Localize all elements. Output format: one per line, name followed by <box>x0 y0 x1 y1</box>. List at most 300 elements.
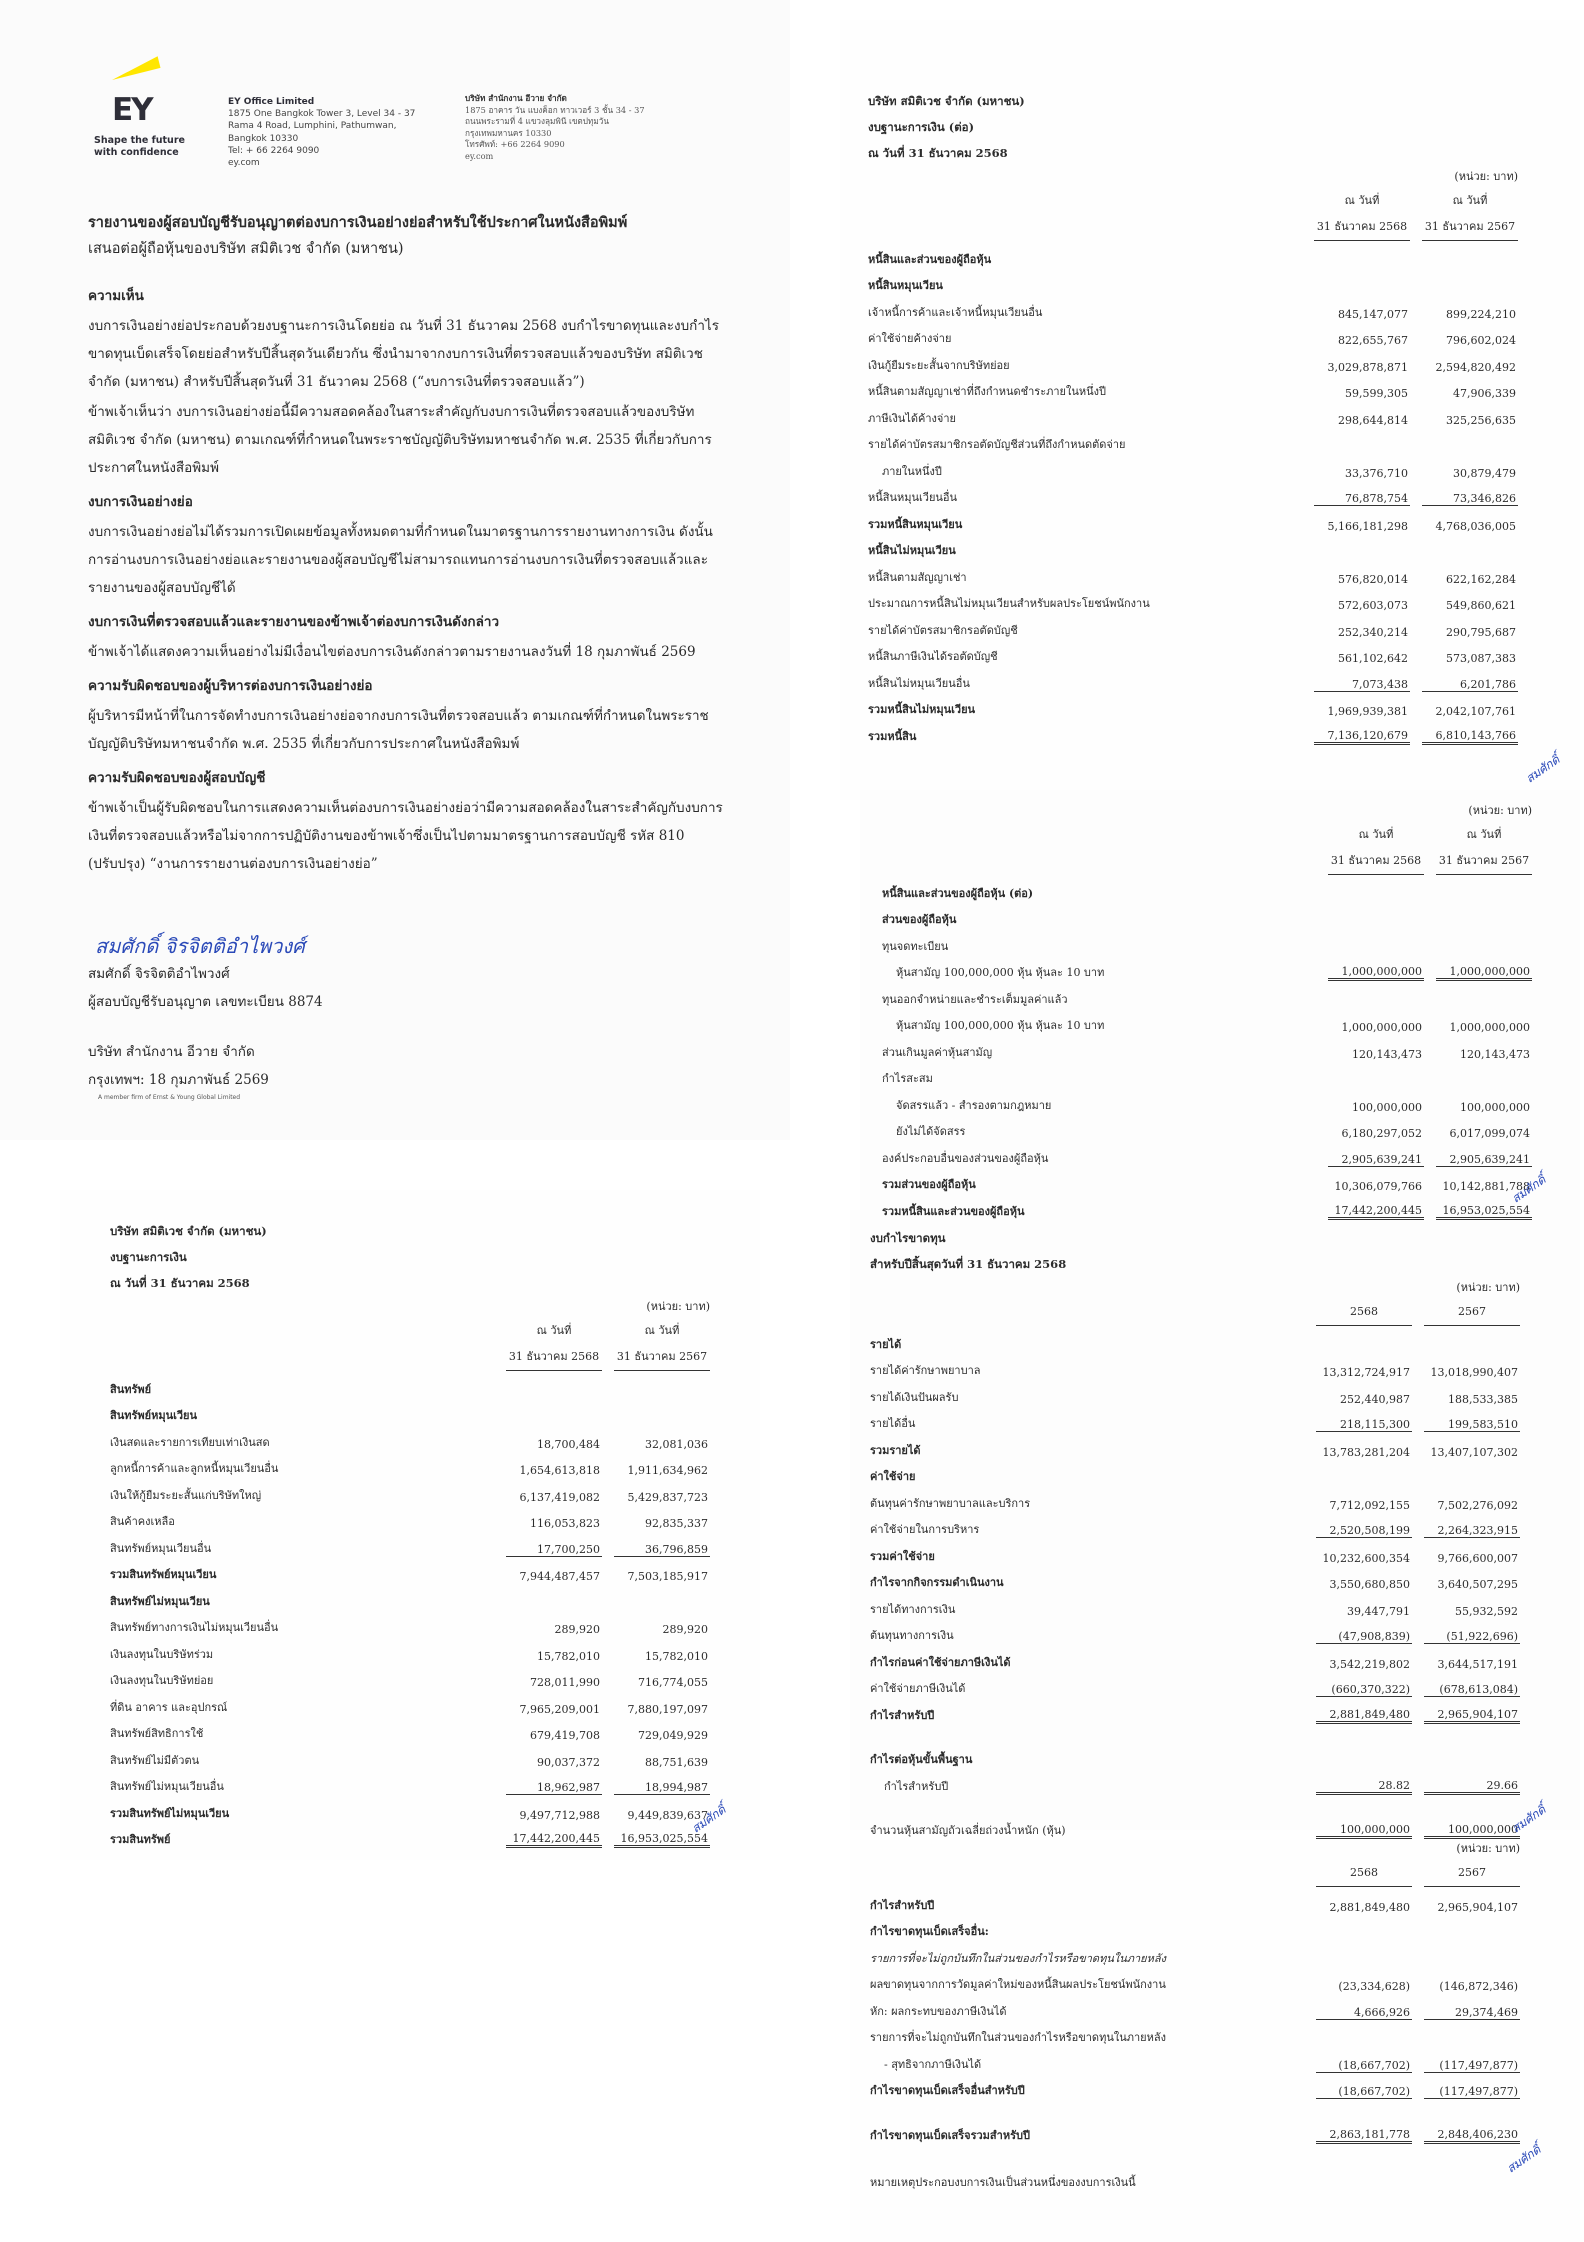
row-label: ภายในหนึ่งปี <box>882 464 942 478</box>
table-row <box>110 1610 710 1637</box>
statement-period: สำหรับปีสิ้นสุดวันที่ 31 ธันวาคม 2568 <box>870 1257 1067 1271</box>
table-row <box>870 1432 1520 1459</box>
unit-label: (หน่วย: บาท) <box>1454 170 1518 183</box>
value-prior-year: 9,449,839,637 <box>627 1808 708 1822</box>
row-label: สินทรัพย์ไม่มีตัวตน <box>110 1753 200 1767</box>
column-headers <box>868 188 1518 214</box>
value-prior-year: 199,583,510 <box>1424 1418 1520 1432</box>
row-label: กำไรขาดทุนเบ็ดเสร็จอื่น: <box>870 1925 989 1938</box>
value-prior-year: 6,017,099,074 <box>1449 1127 1530 1140</box>
table-row <box>110 1583 710 1610</box>
value-current-year: 1,654,613,818 <box>519 1464 600 1477</box>
table-row <box>870 1379 1520 1406</box>
column-header: 31 ธันวาคม 2568 <box>506 1344 602 1371</box>
value-prior-year: 7,503,185,917 <box>627 1570 708 1583</box>
section-heading: งบการเงินอย่างย่อ <box>88 494 193 510</box>
table-row <box>870 1565 1520 1592</box>
column-header: ณ วันที่ <box>644 1324 680 1337</box>
column-header: ณ วันที่ <box>1466 828 1502 841</box>
value-prior-year: 36,796,859 <box>614 1543 710 1557</box>
column-headers <box>870 1860 1520 1887</box>
column-header: ณ วันที่ <box>1344 194 1380 207</box>
row-label: กำไรสำหรับปี <box>870 1708 935 1722</box>
member-firm-note: A member firm of Ernst & Young Global Limited <box>98 1094 241 1101</box>
row-label: รวมหนี้สินและส่วนของผู้ถือหุ้น <box>882 1204 1025 1218</box>
column-header: 2567 <box>1424 1860 1520 1887</box>
value-current-year: 1,969,939,381 <box>1327 705 1408 718</box>
value-current-year: (47,908,839) <box>1316 1630 1412 1644</box>
ey-wordmark: EY <box>112 92 152 128</box>
value-current-year: 13,312,724,917 <box>1322 1366 1410 1379</box>
table-row <box>870 1813 1520 1840</box>
value-prior-year: 55,932,592 <box>1455 1604 1518 1618</box>
value-prior-year: 2,264,323,915 <box>1424 1524 1520 1538</box>
row-label: รายการที่จะไม่ถูกบันทึกในส่วนของกำไรหรือขาดทุนในภายหลัง <box>870 2031 1166 2044</box>
value-prior-year: 47,906,339 <box>1453 387 1516 400</box>
value-current-year: 572,603,073 <box>1338 599 1408 612</box>
value-prior-year: 622,162,284 <box>1446 572 1516 586</box>
row-label: กำไรสะสม <box>882 1072 933 1085</box>
section-heading: ความรับผิดชอบของผู้สอบบัญชี <box>88 770 266 786</box>
table-row <box>868 241 1518 268</box>
value-current-year: 28.82 <box>1316 1779 1412 1795</box>
value-prior-year: 573,087,383 <box>1446 652 1516 665</box>
table-row <box>110 1557 710 1584</box>
row-label: หนี้สินภาษีเงินได้รอตัดบัญชี <box>868 650 998 663</box>
table-row <box>110 1742 710 1769</box>
row-label: รายได้ค่าบัตรสมาชิกรอตัดบัญชีส่วนที่ถึงกำหนดตัดจ่าย <box>868 438 1126 451</box>
table-row <box>870 1353 1520 1380</box>
column-header: 31 ธันวาคม 2568 <box>1314 214 1410 241</box>
column-header: 31 ธันวาคม 2567 <box>1436 848 1532 875</box>
office-name: บริษัท สำนักงาน อีวาย จำกัด <box>465 93 567 103</box>
value-current-year: 6,180,297,052 <box>1341 1127 1422 1140</box>
value-current-year: 2,881,849,480 <box>1329 1900 1410 1914</box>
row-label: สินทรัพย์ไม่หมุนเวียนอื่น <box>110 1780 224 1793</box>
row-label: รวมหนี้สินไม่หมุนเวียน <box>868 703 976 716</box>
value-current-year: 9,497,712,988 <box>519 1808 600 1822</box>
value-current-year: 2,520,508,199 <box>1316 1524 1412 1538</box>
table-row <box>870 1326 1520 1353</box>
value-prior-year: 716,774,055 <box>638 1676 708 1689</box>
website-link[interactable]: ey.com <box>228 158 260 169</box>
row-label: ส่วนของผู้ถือหุ้น <box>882 913 957 926</box>
row-label: จำนวนหุ้นสามัญถัวเฉลี่ยถ่วงน้ำหนัก (หุ้น) <box>870 1824 1066 1837</box>
table-row <box>882 902 1532 929</box>
column-header: 2568 <box>1316 1299 1412 1326</box>
value-prior-year: 1,911,634,962 <box>627 1464 708 1477</box>
value-current-year: (660,370,322) <box>1316 1683 1412 1697</box>
column-headers <box>882 848 1532 875</box>
row-label: ผลขาดทุนจากการวัดมูลค่าใหม่ของหนี้สินผลประโยชน์พนักงาน <box>870 1978 1166 1991</box>
value-prior-year: (117,497,877) <box>1424 2059 1520 2073</box>
value-current-year: 7,073,438 <box>1314 678 1410 692</box>
column-header: 31 ธันวาคม 2567 <box>1422 214 1518 241</box>
table-row <box>868 665 1518 692</box>
value-prior-year: 188,533,385 <box>1448 1392 1518 1406</box>
value-current-year: 1,000,000,000 <box>1341 1021 1422 1034</box>
row-label: รวมสินทรัพย์หมุนเวียน <box>110 1568 217 1581</box>
table-row <box>882 981 1532 1008</box>
value-prior-year: 1,000,000,000 <box>1449 1021 1530 1034</box>
value-prior-year: (678,613,084) <box>1424 1683 1520 1697</box>
assets-rows <box>110 1371 710 1848</box>
table-row <box>868 612 1518 639</box>
table-row <box>868 294 1518 321</box>
section-paragraph: งบการเงินอย่างย่อไม่ได้รวมการเปิดเผยข้อมูลทั้งหมดตามที่กำหนดในมาตรฐานการรายงานทางการเงิน ดังนั้น การอ่านงบการเงินอย่างย่อและรายงานของผู้สอบบัญชีไม่สามารถแทนการอ่านงบการเงินที่ตรวจสอบแล้วและรายงานของผู้สอบบัญชีได้ <box>88 524 713 596</box>
row-label: รวมสินทรัพย์ไม่หมุนเวียน <box>110 1806 230 1820</box>
value-prior-year: 32,081,036 <box>645 1437 708 1451</box>
row-label: กำไรจากกิจกรรมดำเนินงาน <box>870 1576 1004 1589</box>
row-label: ประมาณการหนี้สินไม่หมุนเวียนสำหรับผลประโยชน์พนักงาน <box>868 597 1150 610</box>
table-row <box>868 347 1518 374</box>
table-row <box>868 480 1518 507</box>
value-prior-year: (146,872,346) <box>1439 1980 1518 1993</box>
value-prior-year: 289,920 <box>662 1623 708 1636</box>
row-label: รายได้ทางการเงิน <box>870 1602 956 1616</box>
statement-title: งบฐานะการเงิน <box>110 1250 187 1264</box>
row-label: สินทรัพย์ <box>110 1382 152 1396</box>
row-label: หุ้นสามัญ 100,000,000 หุ้น หุ้นละ 10 บาท <box>896 1019 1105 1032</box>
table-row <box>110 1769 710 1796</box>
row-label: รวมค่าใช้จ่าย <box>870 1549 935 1563</box>
address-line: Bangkok 10330 <box>228 133 299 144</box>
value-current-year: 561,102,642 <box>1338 652 1408 665</box>
row-label: หนี้สินตามสัญญาเช่าที่ถึงกำหนดชำระภายในหนึ่งปี <box>868 385 1106 398</box>
value-current-year: 7,944,487,457 <box>519 1570 600 1583</box>
table-row <box>870 2117 1520 2144</box>
section-paragraph: ผู้บริหารมีหน้าที่ในการจัดทำงบการเงินอย่างย่อจากงบการเงินที่ตรวจสอบแล้ว ตามเกณฑ์ที่กำหนดในพระราชบัญญัติบริษัทมหาชนจำกัด พ.ศ. 2535 ที่เกี่ยวกับการประกาศในหนังสือพิมพ์ <box>88 708 709 752</box>
row-label: หัก: ผลกระทบของภาษีเงินได้ <box>870 2004 1007 2018</box>
row-label: หนี้สินและส่วนของผู้ถือหุ้น (ต่อ) <box>882 886 1034 900</box>
row-label: ส่วนเกินมูลค่าหุ้นสามัญ <box>882 1045 993 1059</box>
value-current-year: 298,644,814 <box>1338 413 1408 427</box>
row-label: รวมหนี้สินหมุนเวียน <box>868 517 963 531</box>
table-row <box>868 559 1518 586</box>
website-link[interactable]: ey.com <box>465 150 494 161</box>
value-prior-year: 13,018,990,407 <box>1430 1366 1518 1379</box>
oci-rows <box>870 1887 1520 2144</box>
value-current-year: 10,232,600,354 <box>1322 1551 1410 1565</box>
column-header: 2567 <box>1424 1299 1520 1326</box>
value-prior-year: 5,429,837,723 <box>627 1490 708 1504</box>
value-prior-year: (117,497,877) <box>1424 2085 1520 2099</box>
report-body <box>88 210 738 878</box>
row-label: ค่าใช้จ่ายในการบริหาร <box>870 1523 980 1536</box>
value-prior-year: 7,502,276,092 <box>1437 1498 1518 1512</box>
value-prior-year: 3,644,517,191 <box>1437 1657 1518 1671</box>
table-row <box>870 1742 1520 1769</box>
value-current-year: 100,000,000 <box>1352 1100 1422 1114</box>
table-row <box>882 875 1532 902</box>
table-row <box>868 268 1518 295</box>
value-current-year: 6,137,419,082 <box>519 1490 600 1504</box>
row-label: ค่าใช้จ่ายภาษีเงินได้ <box>870 1682 966 1695</box>
row-label: - สุทธิจากภาษีเงินได้ <box>884 2057 982 2071</box>
footnote: หมายเหตุประกอบงบการเงินเป็นส่วนหนึ่งของงบการเงินนี้ <box>870 2175 1136 2189</box>
income-statement <box>870 1225 1520 1839</box>
value-prior-year: 2,965,904,107 <box>1424 1708 1520 1724</box>
table-row <box>882 1034 1532 1061</box>
row-label: หนี้สินหมุนเวียนอื่น <box>868 491 958 504</box>
address-line: กรุงเทพมหานคร 10330 <box>465 127 552 138</box>
value-current-year: 120,143,473 <box>1352 1047 1422 1061</box>
value-current-year: 4,666,926 <box>1316 2006 1412 2020</box>
value-current-year: 679,419,708 <box>530 1729 600 1742</box>
row-label: ลูกหนี้การค้าและลูกหนี้หมุนเวียนอื่น <box>110 1462 279 1475</box>
value-prior-year: 100,000,000 <box>1424 1823 1520 1839</box>
value-prior-year: 899,224,210 <box>1446 307 1516 321</box>
row-label: ยังไม่ได้จัดสรร <box>896 1125 966 1138</box>
column-headers <box>868 214 1518 241</box>
value-prior-year: 2,042,107,761 <box>1435 705 1516 718</box>
section-paragraph: ข้าพเจ้าเป็นผู้รับผิดชอบในการแสดงความเห็นต่องบการเงินอย่างย่อว่ามีความสอดคล้องในสาระสำคัญกับงบการเงินที่ตรวจสอบแล้วหรือไม่จากการปฏิบัติงานของข้าพเจ้าซึ่งเป็นไปตามมาตรฐานการสอบบัญชี รหัส 810 (ปรับปรุง) “งานการรายงานต่องบการเงินอย่างย่อ” <box>88 800 723 872</box>
table-row <box>110 1398 710 1425</box>
initials-mark: สมศักดิ์ <box>1509 1802 1549 1836</box>
table-row <box>110 1636 710 1663</box>
address-line: Rama 4 Road, Lumphini, Pathumwan, <box>228 121 397 132</box>
row-label: รายได้ค่ารักษาพยาบาล <box>870 1364 981 1377</box>
value-current-year: 845,147,077 <box>1338 307 1408 321</box>
statement-date: ณ วันที่ 31 ธันวาคม 2568 <box>110 1276 250 1290</box>
row-label: รายได้ <box>870 1337 902 1351</box>
table-row <box>868 718 1518 745</box>
value-prior-year: 30,879,479 <box>1453 466 1516 480</box>
table-row <box>870 1887 1520 1914</box>
value-current-year: 17,442,200,445 <box>1328 1204 1424 1220</box>
value-current-year: 2,881,849,480 <box>1316 1708 1412 1724</box>
row-label: เงินกู้ยืมระยะสั้นจากบริษัทย่อย <box>868 358 1010 372</box>
row-label: รายได้เงินปันผลรับ <box>870 1390 959 1404</box>
row-label: รายการที่จะไม่ถูกบันทึกในส่วนของกำไรหรือขาดทุนในภายหลัง <box>870 1951 1166 1965</box>
table-row <box>110 1663 710 1690</box>
column-headers <box>870 1299 1520 1326</box>
signer-block <box>88 960 323 1016</box>
row-label: ภาษีเงินได้ค้างจ่าย <box>868 411 956 425</box>
comprehensive-income-statement <box>870 1838 1520 2196</box>
initials-mark: สมศักดิ์ <box>689 1802 729 1836</box>
row-label: หนี้สินหมุนเวียน <box>868 279 943 292</box>
value-current-year: 2,905,639,241 <box>1328 1153 1424 1167</box>
table-row <box>868 692 1518 719</box>
value-prior-year: 290,795,687 <box>1446 625 1516 639</box>
table-row <box>868 639 1518 666</box>
unit-label: (หน่วย: บาท) <box>646 1300 710 1313</box>
value-prior-year: 100,000,000 <box>1460 1100 1530 1114</box>
column-header: 31 ธันวาคม 2567 <box>614 1344 710 1371</box>
unit-label: (หน่วย: บาท) <box>1456 1281 1520 1294</box>
table-row <box>868 453 1518 480</box>
table-row <box>882 1167 1532 1194</box>
equity-rows <box>882 875 1532 1220</box>
row-label: ทุนออกจำหน่ายและชำระเต็มมูลค่าแล้ว <box>882 992 1068 1006</box>
value-current-year: 116,053,823 <box>530 1517 600 1530</box>
value-current-year: 2,863,181,778 <box>1316 2128 1412 2144</box>
table-row <box>870 1406 1520 1433</box>
table-row <box>870 1644 1520 1671</box>
value-current-year: 59,599,305 <box>1345 387 1408 400</box>
row-label: ต้นทุนทางการเงิน <box>870 1629 954 1642</box>
value-prior-year: 2,594,820,492 <box>1435 360 1516 374</box>
value-current-year: 7,136,120,679 <box>1314 729 1410 745</box>
value-prior-year: 6,201,786 <box>1422 678 1518 692</box>
table-row <box>110 1795 710 1822</box>
section-paragraph: งบการเงินอย่างย่อประกอบด้วยงบฐานะการเงินโดยย่อ ณ วันที่ 31 ธันวาคม 2568 งบกำไรขาดทุนและงบกำไรขาดทุนเบ็ดเสร็จโดยย่อสำหรับปีสิ้นสุดวันเดียวกัน ซึ่งนำมาจากงบการเงินที่ตรวจสอบแล้วของบริษัท สมิติเวช จำกัด (มหาชน) สำหรับปีสิ้นสุดวันที่ 31 ธันวาคม 2568 (“งบการเงินที่ตรวจสอบแล้ว”) <box>88 318 719 390</box>
address-line: 1875 อาคาร วัน แบงค็อก ทาวเวอร์ 3 ชั้น 34 - 37 <box>465 104 645 115</box>
table-row <box>868 533 1518 560</box>
value-current-year: 90,037,372 <box>537 1755 600 1769</box>
section-heading: ความรับผิดชอบของผู้บริหารต่องบการเงินอย่างย่อ <box>88 678 373 694</box>
row-label: รวมส่วนของผู้ถือหุ้น <box>882 1178 976 1191</box>
row-label: เงินลงทุนในบริษัทร่วม <box>110 1647 214 1661</box>
value-current-year: 18,700,484 <box>537 1437 600 1451</box>
company-name: บริษัท สมิติเวช จำกัด (มหาชน) <box>110 1224 267 1238</box>
value-prior-year: 549,860,621 <box>1446 599 1516 612</box>
row-label: รวมหนี้สิน <box>868 729 917 743</box>
row-label: รายได้ค่าบัตรสมาชิกรอตัดบัญชี <box>868 623 1018 637</box>
table-row <box>870 1671 1520 1698</box>
initials-mark: สมศักดิ์ <box>1509 1172 1549 1206</box>
value-prior-year: 29,374,469 <box>1424 2006 1520 2020</box>
value-prior-year: 325,256,635 <box>1446 413 1516 427</box>
table-row <box>882 928 1532 955</box>
value-prior-year: 796,602,024 <box>1446 334 1516 347</box>
row-label: องค์ประกอบอื่นของส่วนของผู้ถือหุ้น <box>882 1151 1049 1165</box>
signer-license: ผู้สอบบัญชีรับอนุญาต เลขทะเบียน 8874 <box>88 994 323 1010</box>
table-row <box>882 1114 1532 1141</box>
office-address-en <box>228 96 415 169</box>
value-current-year: 3,542,219,802 <box>1329 1657 1410 1671</box>
value-current-year: 18,962,987 <box>506 1781 602 1795</box>
value-current-year: 576,820,014 <box>1338 572 1408 586</box>
value-prior-year: 92,835,337 <box>645 1517 708 1530</box>
row-label: เงินลงทุนในบริษัทย่อย <box>110 1674 214 1687</box>
value-prior-year: 73,346,826 <box>1422 492 1518 506</box>
value-prior-year: 729,049,929 <box>638 1729 708 1742</box>
table-row <box>868 586 1518 613</box>
value-prior-year: 9,766,600,007 <box>1437 1551 1518 1565</box>
value-prior-year: 2,848,406,230 <box>1424 2128 1520 2144</box>
address-line: 1875 One Bangkok Tower 3, Level 34 - 37 <box>228 109 416 120</box>
column-headers <box>110 1344 710 1371</box>
value-current-year: 252,440,987 <box>1340 1392 1410 1406</box>
column-header: ณ วันที่ <box>1452 194 1488 207</box>
table-row <box>882 1061 1532 1088</box>
row-label: กำไรสำหรับปี <box>870 1898 935 1912</box>
value-current-year: 17,700,250 <box>506 1543 602 1557</box>
section-heading: งบการเงินที่ตรวจสอบแล้วและรายงานของข้าพเจ้าต่องบการเงินดังกล่าว <box>88 614 500 630</box>
row-label: รวมสินทรัพย์ <box>110 1833 171 1846</box>
table-row <box>882 955 1532 982</box>
firm-block <box>88 1038 269 1094</box>
value-current-year: 17,442,200,445 <box>506 1832 602 1848</box>
row-label: ที่ดิน อาคาร และอุปกรณ์ <box>110 1700 228 1714</box>
table-row <box>110 1371 710 1398</box>
table-row <box>110 1477 710 1504</box>
phone: Tel: + 66 2264 9090 <box>228 145 320 156</box>
table-row <box>870 1512 1520 1539</box>
table-row <box>882 1008 1532 1035</box>
value-current-year: 728,011,990 <box>530 1676 600 1689</box>
table-row <box>110 1451 710 1478</box>
column-header: 2568 <box>1316 1860 1412 1887</box>
firm-name: บริษัท สำนักงาน อีวาย จำกัด <box>88 1044 255 1060</box>
section-heading: ความเห็น <box>88 288 144 304</box>
row-label: สินทรัพย์ไม่หมุนเวียน <box>110 1594 210 1608</box>
table-row <box>110 1504 710 1531</box>
table-row <box>868 321 1518 348</box>
table-row <box>882 1087 1532 1114</box>
report-addressee: เสนอต่อผู้ถือหุ้นของบริษัท สมิติเวช จำกัด (มหาชน) <box>88 241 404 257</box>
section-paragraph: ข้าพเจ้าได้แสดงความเห็นอย่างไม่มีเงื่อนไขต่องบการเงินดังกล่าวตามรายงานลงวันที่ 18 กุมภาพันธ์ 2569 <box>88 644 696 660</box>
value-prior-year: 16,953,025,554 <box>1436 1204 1532 1220</box>
row-label: กำไรขาดทุนเบ็ดเสร็จอื่นสำหรับปี <box>870 2084 1025 2097</box>
table-row <box>870 1993 1520 2020</box>
value-prior-year: 18,994,987 <box>614 1781 710 1795</box>
value-current-year: (23,334,628) <box>1338 1980 1410 1993</box>
value-prior-year: 1,000,000,000 <box>1436 965 1532 981</box>
value-current-year: 76,878,754 <box>1314 492 1410 506</box>
row-label: กำไรก่อนค่าใช้จ่ายภาษีเงินได้ <box>870 1655 1011 1669</box>
row-label: รายได้อื่น <box>870 1417 916 1430</box>
value-prior-year: 2,965,904,107 <box>1437 1900 1518 1914</box>
value-current-year: 822,655,767 <box>1338 334 1408 347</box>
assets-statement <box>110 1218 710 1848</box>
report-title: รายงานของผู้สอบบัญชีรับอนุญาตต่องบการเงินอย่างย่อสำหรับใช้ประกาศในหนังสือพิมพ์ <box>88 214 628 231</box>
statement-title: งบกำไรขาดทุน <box>870 1231 946 1245</box>
value-prior-year: 88,751,639 <box>645 1755 708 1769</box>
value-current-year: 10,306,079,766 <box>1334 1180 1422 1193</box>
value-current-year: (18,667,702) <box>1316 2085 1412 2099</box>
column-headers <box>110 1318 710 1344</box>
table-row <box>110 1689 710 1716</box>
table-row <box>110 1530 710 1557</box>
value-prior-year: 6,810,143,766 <box>1422 729 1518 745</box>
ey-tagline <box>94 135 185 159</box>
table-row <box>870 1538 1520 1565</box>
row-label: เงินให้กู้ยืมระยะสั้นแก่บริษัทใหญ่ <box>110 1488 262 1502</box>
row-label: จัดสรรแล้ว - สำรองตามกฎหมาย <box>896 1098 1052 1112</box>
row-label: หนี้สินไม่หมุนเวียนอื่น <box>868 676 970 690</box>
table-row <box>882 1193 1532 1220</box>
table-row <box>868 374 1518 401</box>
liabilities-statement <box>868 88 1518 745</box>
column-header: ณ วันที่ <box>536 1324 572 1337</box>
table-row <box>882 1140 1532 1167</box>
column-header: 31 ธันวาคม 2568 <box>1328 848 1424 875</box>
office-address-th <box>465 93 645 163</box>
table-row <box>870 2073 1520 2100</box>
table-row <box>870 2046 1520 2073</box>
value-prior-year: 13,407,107,302 <box>1430 1445 1518 1459</box>
value-prior-year: 120,143,473 <box>1460 1047 1530 1061</box>
row-label: เงินสดและรายการเทียบเท่าเงินสด <box>110 1435 270 1449</box>
value-current-year: 39,447,791 <box>1347 1604 1410 1618</box>
statement-date: ณ วันที่ 31 ธันวาคม 2568 <box>868 146 1008 160</box>
section-paragraph: ข้าพเจ้าเห็นว่า งบการเงินอย่างย่อนี้มีความสอดคล้องในสาระสำคัญกับงบการเงินที่ตรวจสอบแล้วของบริษัท สมิติเวช จำกัด (มหาชน) ตามเกณฑ์ที่กำหนดในพระราชบัญญัติบริษัทมหาชนจำกัด พ.ศ. 2535 ที่เกี่ยวกับการประกาศในหนังสือพิมพ์ <box>88 404 712 476</box>
office-name: EY Office Limited <box>228 97 315 107</box>
value-current-year: 289,920 <box>554 1623 600 1636</box>
value-current-year: 5,166,181,298 <box>1327 519 1408 533</box>
table-row <box>870 1940 1520 1967</box>
income-rows <box>870 1326 1520 1839</box>
table-row <box>870 2020 1520 2047</box>
value-prior-year: (51,922,696) <box>1424 1630 1520 1644</box>
row-label: ค่าใช้จ่ายค้างจ่าย <box>868 332 952 345</box>
value-current-year: 33,376,710 <box>1345 466 1408 480</box>
column-headers <box>882 822 1532 848</box>
value-current-year: 15,782,010 <box>537 1649 600 1663</box>
